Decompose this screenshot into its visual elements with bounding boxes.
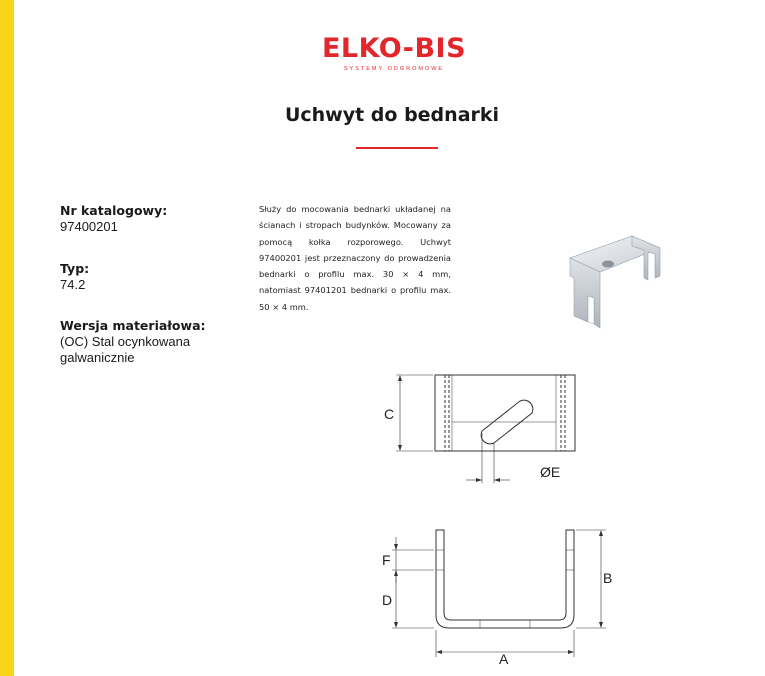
dim-label-f: F: [382, 552, 391, 568]
material-value: (OC) Stal ocynkowana galwanicznie: [60, 334, 191, 365]
technical-drawing: [370, 365, 620, 670]
elko-bis-logo: [318, 34, 470, 76]
page-title: Uchwyt do bednarki: [284, 104, 500, 126]
logo-tagline: SYSTEMY ODGROMOWE: [343, 66, 445, 72]
dim-label-a: A: [499, 651, 509, 667]
catalog-number-label: Nr katalogowy:: [60, 203, 168, 218]
dim-label-c: C: [384, 406, 395, 422]
dim-label-e: ØE: [540, 464, 561, 480]
title-underline: [356, 147, 438, 149]
side-view-u-profile: [436, 530, 574, 628]
spec-catalog-number: [60, 203, 250, 235]
bracket-photo-icon: [560, 228, 690, 338]
yellow-side-stripe: [0, 0, 14, 676]
catalog-number-value: 97400201: [60, 219, 118, 234]
logo-wordmark: ELKO-BIS: [321, 33, 467, 64]
dim-label-b: B: [603, 570, 613, 586]
spec-material: [60, 318, 210, 366]
spec-type: [60, 261, 250, 293]
type-label: Typ:: [60, 261, 90, 276]
product-description: Służy do mocowania bednarki układanej na ścianach i stropach budynków. Mocowany za pomocą kołka rozporowego. Uchwyt 97400201 jest przeznaczony do prowadzenia bednarki o profilu max. 30 × 4 mm, natomiast 97401201 bednarki o profilu max. 50 × 4 mm.: [259, 204, 451, 312]
material-label: Wersja materiałowa:: [60, 318, 206, 333]
type-value: 74.2: [60, 277, 86, 292]
dim-label-d: D: [382, 592, 393, 608]
